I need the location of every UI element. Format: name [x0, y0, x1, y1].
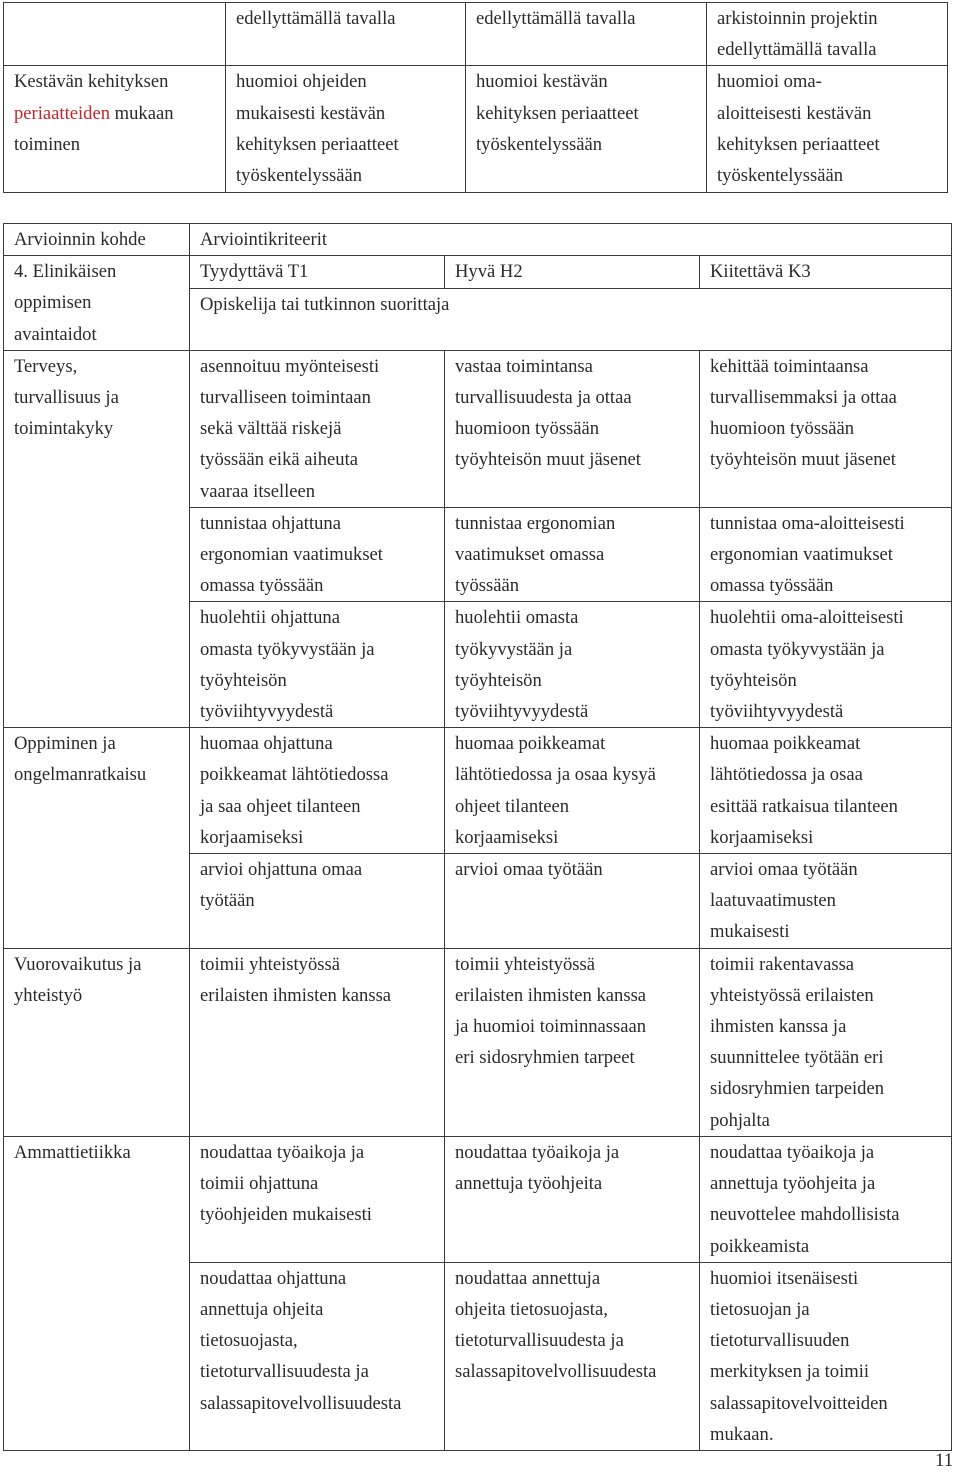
assessment-target-cell [4, 728, 190, 948]
criteria-cell-t1 [190, 507, 445, 602]
cell-line: avaintaidot [14, 323, 97, 345]
cell-line: toimii ohjattuna [200, 1173, 319, 1195]
subject-label: Opiskelija tai tutkinnon suorittaja [190, 288, 952, 350]
cell-line: toimii yhteistyössä [200, 953, 340, 975]
cell-text: mukaan [110, 102, 174, 124]
cell-line: työyhteisön [200, 669, 287, 691]
table-cell: edellyttämällä tavalla [466, 3, 707, 66]
cell-line: huolehtii omasta [455, 607, 579, 629]
highlighted-word: periaatteiden [14, 102, 111, 124]
cell-line: ja saa ohjeet tilanteen [200, 795, 361, 817]
table-cell [707, 3, 948, 66]
criteria-cell-t1 [190, 350, 445, 507]
cell-line: tunnistaa ohjattuna [200, 512, 341, 534]
cell-line: eri sidosryhmien tarpeet [455, 1047, 635, 1069]
cell-line: noudattaa ohjattuna [200, 1267, 347, 1289]
cell-line: työssään eikä aiheuta [200, 449, 358, 471]
criteria-cell-t1 [190, 1136, 445, 1262]
criteria-body [4, 350, 952, 1450]
cell-line: mukaisesti [710, 921, 790, 943]
cell-line: korjaamiseksi [710, 826, 814, 848]
cell-line: 4. Elinikäisen [14, 261, 117, 283]
cell-line: lähtötiedossa ja osaa kysyä [455, 764, 656, 786]
cell-line: työskentelyssään [236, 165, 362, 187]
cell-line: huomaa poikkeamat [455, 733, 606, 755]
cell-line: työssään [455, 575, 520, 597]
cell-line: laatuvaatimusten [710, 890, 836, 912]
cell-line: Vuorovaikutus ja [14, 953, 142, 975]
cell-line: yhteistyö [14, 984, 83, 1006]
cell-line: mukaan. [710, 1423, 774, 1445]
criteria-cell-k3 [700, 948, 952, 1136]
assessment-target-cell [4, 948, 190, 1136]
cell-line: lähtötiedossa ja osaa [710, 764, 863, 786]
column-header-kriteerit: Arviointikriteerit [190, 224, 952, 256]
cell-line: annettuja työohjeita ja [710, 1173, 876, 1195]
criteria-cell-h2 [445, 1136, 700, 1262]
criteria-cell-t1 [190, 602, 445, 728]
cell-line: ongelmanratkaisu [14, 764, 147, 786]
criteria-cell-k3 [700, 1136, 952, 1262]
cell-line: tietoturvallisuuden [710, 1330, 850, 1352]
cell-line: pohjalta [710, 1109, 770, 1131]
cell-line: työskentelyssään [717, 165, 843, 187]
criteria-cell-h2 [445, 350, 700, 507]
cell-line: huomaa ohjattuna [200, 733, 333, 755]
table-cell: edellyttämällä tavalla [226, 3, 466, 66]
cell-line: edellyttämällä tavalla [717, 39, 877, 61]
cell-line: esittää ratkaisua tilanteen [710, 795, 898, 817]
cell-line: turvallisemmaksi ja ottaa [710, 387, 897, 409]
cell-line: poikkeamista [710, 1235, 810, 1257]
criteria-cell-k3 [700, 1262, 952, 1450]
cell-line: korjaamiseksi [200, 826, 304, 848]
criteria-cell-h2 [445, 948, 700, 1136]
criteria-cell-t1 [190, 854, 445, 949]
criteria-cell-h2 [445, 602, 700, 728]
cell-line: Terveys, [14, 355, 78, 377]
cell-line: vaatimukset omassa [455, 544, 605, 566]
cell-line: merkityksen ja toimii [710, 1361, 870, 1383]
cell-line: noudattaa annettuja [455, 1267, 601, 1289]
cell-line: työyhteisön muut jäsenet [710, 449, 896, 471]
cell-line: ohjeet tilanteen [455, 795, 570, 817]
level-header-h2: Hyvä H2 [445, 256, 700, 288]
cell-line: oppimisen [14, 292, 92, 314]
assessment-target-cell [4, 1136, 190, 1450]
cell-line: huomioi itsenäisesti [710, 1267, 859, 1289]
cell-line: omassa työssään [200, 575, 324, 597]
criteria-cell-k3 [700, 728, 952, 854]
cell-line: sidosryhmien tarpeiden [710, 1078, 885, 1100]
cell-line: erilaisten ihmisten kanssa [200, 984, 392, 1006]
cell-line: tunnistaa ergonomian [455, 512, 616, 534]
table-cell [707, 66, 948, 193]
cell-line: salassapitovelvollisuudesta [200, 1392, 402, 1414]
criteria-cell-h2 [445, 507, 700, 602]
cell-line: huomioon työssään [710, 418, 855, 440]
criteria-cell-k3 [700, 854, 952, 949]
cell-line [14, 98, 219, 129]
cell-line: neuvottelee mahdollisista [710, 1204, 900, 1226]
cell-line: Oppiminen ja [14, 733, 116, 755]
cell-line: työyhteisön [455, 669, 542, 691]
column-header-kohde: Arvioinnin kohde [4, 224, 190, 256]
cell-line: huolehtii ohjattuna [200, 607, 340, 629]
cell-line: tietosuojan ja [710, 1298, 810, 1320]
table-cell [4, 3, 226, 66]
cell-line: tietoturvallisuudesta ja [200, 1361, 369, 1383]
criteria-cell-t1 [190, 948, 445, 1136]
criteria-cell-k3 [700, 602, 952, 728]
cell-line: toimii yhteistyössä [455, 953, 595, 975]
cell-line: työviihtyvyydestä [200, 701, 334, 723]
cell-line: työyhteisön [710, 669, 797, 691]
page-number: 11 [935, 1450, 954, 1471]
cell-line: salassapitovelvollisuudesta [455, 1361, 657, 1383]
assessment-target-cell [4, 66, 226, 193]
table-row [4, 1136, 952, 1262]
criteria-cell-k3 [700, 507, 952, 602]
criteria-cell-t1 [190, 1262, 445, 1450]
cell-line: huomioon työssään [455, 418, 600, 440]
criteria-table [3, 223, 952, 1451]
cell-line: ja huomioi toiminnassaan [455, 1016, 647, 1038]
cell-line: kehityksen periaatteet [717, 133, 880, 155]
cell-line: vastaa toimintansa [455, 355, 593, 377]
criteria-cell-h2 [445, 854, 700, 949]
cell-line: aloitteisesti kestävän [717, 102, 872, 124]
criteria-cell-t1 [190, 728, 445, 854]
cell-line: työkyvystään ja [455, 638, 573, 660]
cell-line: Kestävän kehityksen [14, 71, 169, 93]
cell-line: omasta työkyvystään ja [710, 638, 885, 660]
cell-line: omasta työkyvystään ja [200, 638, 375, 660]
cell-line: ihmisten kanssa ja [710, 1016, 847, 1038]
top-criteria-table [3, 2, 948, 193]
table-cell [226, 66, 466, 193]
level-header-t1: Tyydyttävä T1 [190, 256, 445, 288]
cell-line: työskentelyssään [476, 133, 602, 155]
cell-line: mukaisesti kestävän [236, 102, 386, 124]
cell-line: erilaisten ihmisten kanssa [455, 984, 647, 1006]
cell-line: arkistoinnin projektin [717, 8, 878, 29]
table-row [4, 350, 952, 507]
cell-line: työviihtyvyydestä [710, 701, 844, 723]
header-row [4, 224, 952, 256]
criteria-cell-k3 [700, 350, 952, 507]
cell-line: työtään [200, 890, 255, 912]
table-row [4, 66, 948, 193]
cell-line: toimii rakentavassa [710, 953, 855, 975]
cell-line: Ammattietiikka [14, 1141, 131, 1163]
cell-line: poikkeamat lähtötiedossa [200, 764, 389, 786]
cell-line: tietoturvallisuudesta ja [455, 1330, 624, 1352]
level-header-k3: Kiitettävä K3 [700, 256, 952, 288]
cell-line: sekä välttää riskejä [200, 418, 342, 440]
cell-line: arvioi omaa työtään [455, 859, 603, 881]
cell-line: huolehtii oma-aloitteisesti [710, 607, 904, 629]
table-cell [466, 66, 707, 193]
assessment-target-cell [4, 350, 190, 727]
cell-line: ohjeita tietosuojasta, [455, 1298, 608, 1320]
cell-line: ergonomian vaatimukset [710, 544, 893, 566]
cell-line: arvioi ohjattuna omaa [200, 859, 363, 881]
cell-line: työohjeiden mukaisesti [200, 1204, 372, 1226]
cell-line: toimintakyky [14, 418, 114, 440]
table-row [4, 948, 952, 1136]
cell-line: yhteistyössä erilaisten [710, 984, 874, 1006]
cell-line: tunnistaa oma-aloitteisesti [710, 512, 905, 534]
cell-line: ergonomian vaatimukset [200, 544, 383, 566]
cell-line: noudattaa työaikoja ja [710, 1141, 875, 1163]
cell-line: turvallisuudesta ja ottaa [455, 387, 632, 409]
cell-line: huomaa poikkeamat [710, 733, 861, 755]
cell-line: arvioi omaa työtään [710, 859, 858, 881]
table-row [4, 3, 948, 66]
cell-line: noudattaa työaikoja ja [200, 1141, 365, 1163]
cell-line: suunnittelee työtään eri [710, 1047, 884, 1069]
cell-line: korjaamiseksi [455, 826, 559, 848]
cell-line: työyhteisön muut jäsenet [455, 449, 641, 471]
cell-line: kehittää toimintaansa [710, 355, 869, 377]
cell-line: omassa työssään [710, 575, 834, 597]
cell-line: tietosuojasta, [200, 1330, 298, 1352]
cell-line: kehityksen periaatteet [476, 102, 639, 124]
criteria-cell-h2 [445, 1262, 700, 1450]
cell-line: asennoituu myönteisesti [200, 355, 380, 377]
cell-line: annettuja työohjeita [455, 1173, 603, 1195]
cell-line: työviihtyvyydestä [455, 701, 589, 723]
cell-line: annettuja ohjeita [200, 1298, 324, 1320]
section-label-avaintaidot [4, 256, 190, 351]
cell-line: salassapitovelvoitteiden [710, 1392, 888, 1414]
cell-line: turvallisuus ja [14, 387, 119, 409]
header-row [4, 256, 952, 288]
cell-line: huomioi ohjeiden [236, 71, 367, 93]
criteria-cell-h2 [445, 728, 700, 854]
cell-line: vaaraa itselleen [200, 480, 316, 502]
cell-line: noudattaa työaikoja ja [455, 1141, 620, 1163]
cell-line: toiminen [14, 133, 81, 155]
cell-line: huomioi kestävän [476, 71, 608, 93]
cell-line: kehityksen periaatteet [236, 133, 399, 155]
cell-line: turvalliseen toimintaan [200, 387, 371, 409]
table-row [4, 728, 952, 854]
cell-line: huomioi oma- [717, 71, 822, 93]
